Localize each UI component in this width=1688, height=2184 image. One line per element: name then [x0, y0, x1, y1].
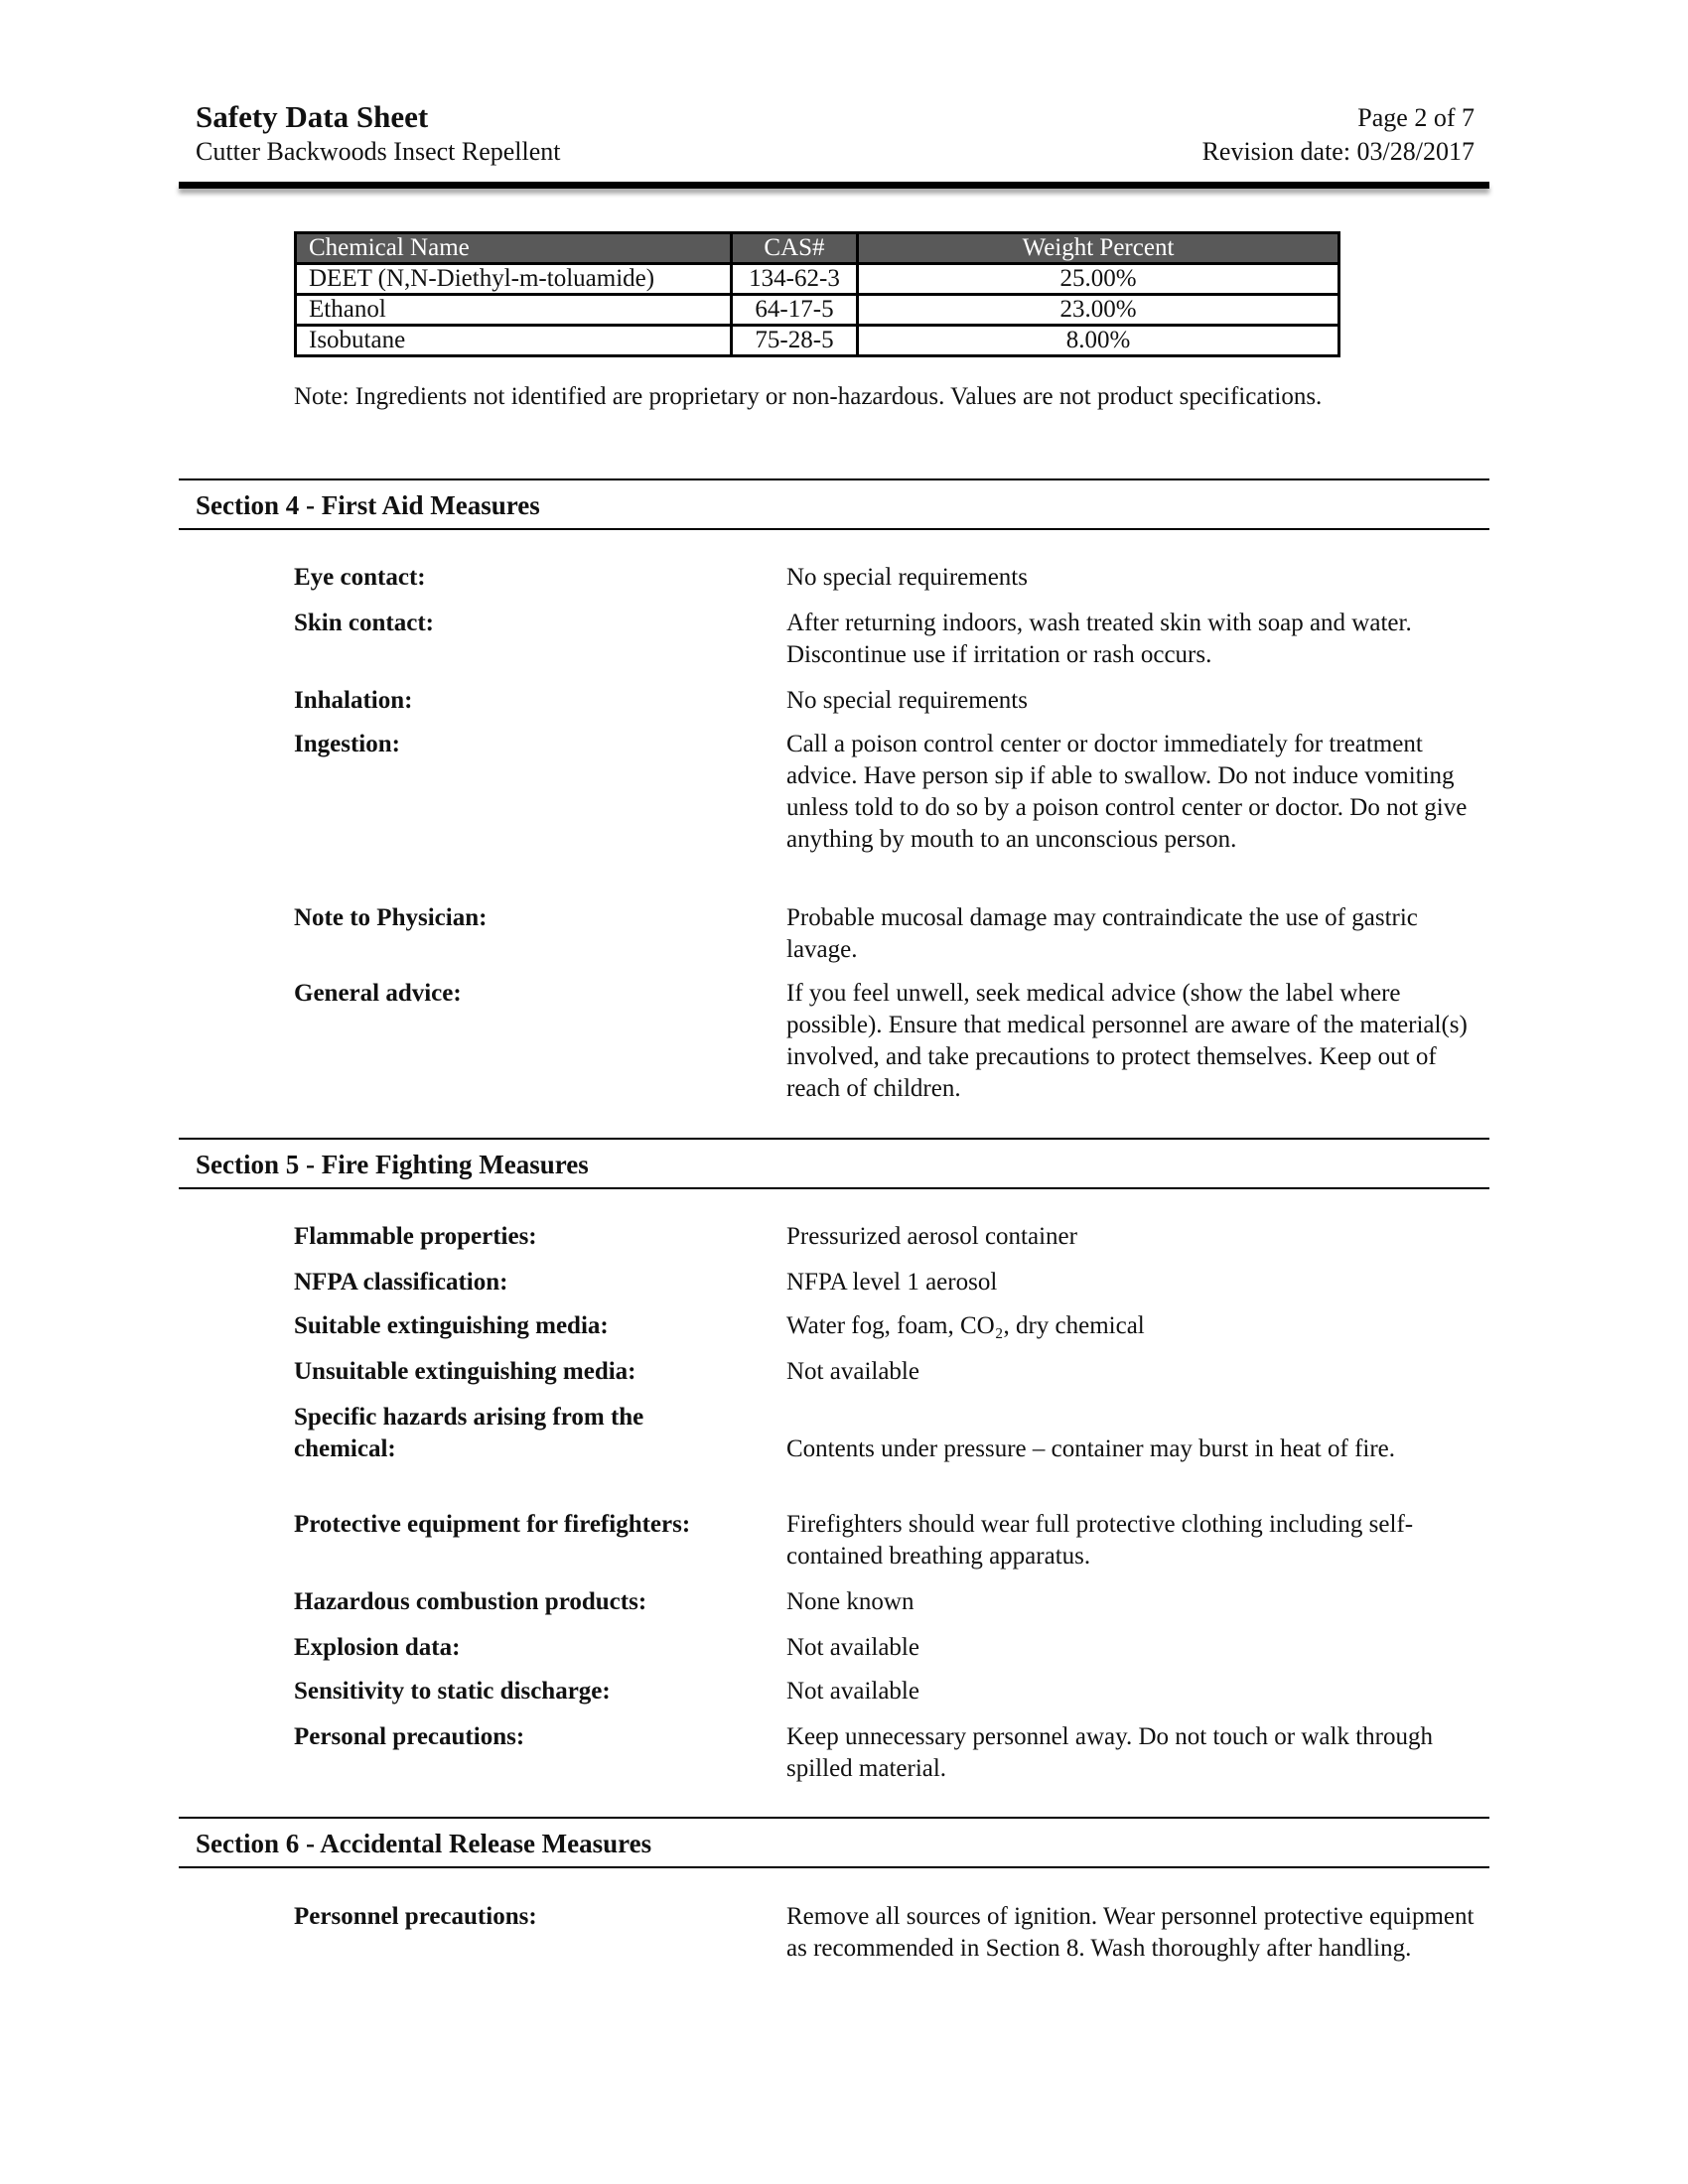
cell-weight: 8.00% [858, 326, 1339, 356]
composition-table [294, 231, 1340, 357]
section-divider [179, 528, 1489, 530]
field-label: Note to Physician: [294, 904, 488, 931]
field-value: None known [786, 1588, 914, 1615]
cell-cas: 75-28-5 [732, 326, 858, 356]
field-value: Keep unnecessary personnel away. Do not touch or walk through spilled material. [786, 1723, 1433, 1782]
table-row [296, 264, 1339, 295]
column-header: Weight Percent [858, 233, 1339, 264]
field-value: No special requirements [786, 687, 1028, 714]
field-value: If you feel unwell, seek medical advice (show the label where possible). Ensure that medical personnel are aware of the material(s) involved, and take precautions to protect themselves. Keep out of reach of children. [786, 980, 1468, 1102]
field-label: General advice: [294, 980, 462, 1007]
field-value: Probable mucosal damage may contraindicate the use of gastric lavage. [786, 904, 1418, 963]
column-header: Chemical Name [296, 233, 732, 264]
cell-chemical-name: DEET (N,N-Diethyl-m-toluamide) [296, 264, 732, 295]
field-label: Unsuitable extinguishing media: [294, 1358, 636, 1385]
field-label: Eye contact: [294, 564, 426, 591]
section-divider [179, 478, 1489, 480]
field-value: Pressurized aerosol container [786, 1223, 1077, 1250]
field-label: Flammable properties: [294, 1223, 537, 1250]
field-value: Not available [786, 1358, 919, 1385]
field-label: NFPA classification: [294, 1269, 508, 1296]
revision-date: Revision date: 03/28/2017 [1201, 137, 1475, 166]
cell-cas: 64-17-5 [732, 295, 858, 326]
page-number: Page 2 of 7 [1357, 103, 1475, 132]
field-value: Contents under pressure – container may burst in heat of fire. [786, 1435, 1396, 1462]
section-6-title: Section 6 - Accidental Release Measures [196, 1829, 652, 1858]
document-title: Safety Data Sheet [196, 99, 429, 134]
section-5-title: Section 5 - Fire Fighting Measures [196, 1150, 589, 1179]
column-header: CAS# [732, 233, 858, 264]
field-value: No special requirements [786, 564, 1028, 591]
field-value: NFPA level 1 aerosol [786, 1269, 998, 1296]
section-divider [179, 1187, 1489, 1189]
field-value: Firefighters should wear full protective clothing including self-contained breathing apparatus. [786, 1511, 1414, 1570]
section-divider [179, 1866, 1489, 1868]
field-label: Specific hazards arising from the chemical: [294, 1404, 644, 1462]
field-label: Personnel precautions: [294, 1903, 537, 1930]
table-row [296, 326, 1339, 356]
table-header-row [296, 233, 1339, 264]
field-label: Ingestion: [294, 731, 400, 757]
field-label: Explosion data: [294, 1634, 461, 1661]
field-label: Suitable extinguishing media: [294, 1312, 609, 1339]
field-value: Water fog, foam, CO₂, dry chemical [786, 1312, 1145, 1339]
composition-note: Note: Ingredients not identified are proprietary or non-hazardous. Values are not product specifications. [294, 383, 1323, 410]
product-name: Cutter Backwoods Insect Repellent [196, 137, 561, 166]
section-divider [179, 1138, 1489, 1140]
table-row [296, 295, 1339, 326]
header-divider [179, 182, 1489, 189]
section-4-title: Section 4 - First Aid Measures [196, 490, 540, 520]
field-label: Skin contact: [294, 610, 434, 636]
cell-weight: 25.00% [858, 264, 1339, 295]
field-label: Protective equipment for firefighters: [294, 1511, 691, 1538]
field-label: Personal precautions: [294, 1723, 525, 1750]
cell-chemical-name: Ethanol [296, 295, 732, 326]
cell-weight: 23.00% [858, 295, 1339, 326]
field-value: Call a poison control center or doctor immediately for treatment advice. Have person sip if able to swallow. Do not induce vomiting unless told to do so by a poison control center or doctor. Do not give anything by mouth to an unconscious person. [786, 731, 1468, 853]
cell-cas: 134-62-3 [732, 264, 858, 295]
cell-chemical-name: Isobutane [296, 326, 732, 356]
section-divider [179, 1817, 1489, 1819]
field-label: Hazardous combustion products: [294, 1588, 647, 1615]
field-label: Sensitivity to static discharge: [294, 1678, 611, 1705]
field-value: Not available [786, 1634, 919, 1661]
field-value: Not available [786, 1678, 919, 1705]
field-label: Inhalation: [294, 687, 413, 714]
field-value: Remove all sources of ignition. Wear personnel protective equipment as recommended in Section 8. Wash thoroughly after handling. [786, 1903, 1475, 1962]
field-value: After returning indoors, wash treated skin with soap and water. Discontinue use if irritation or rash occurs. [786, 610, 1412, 668]
